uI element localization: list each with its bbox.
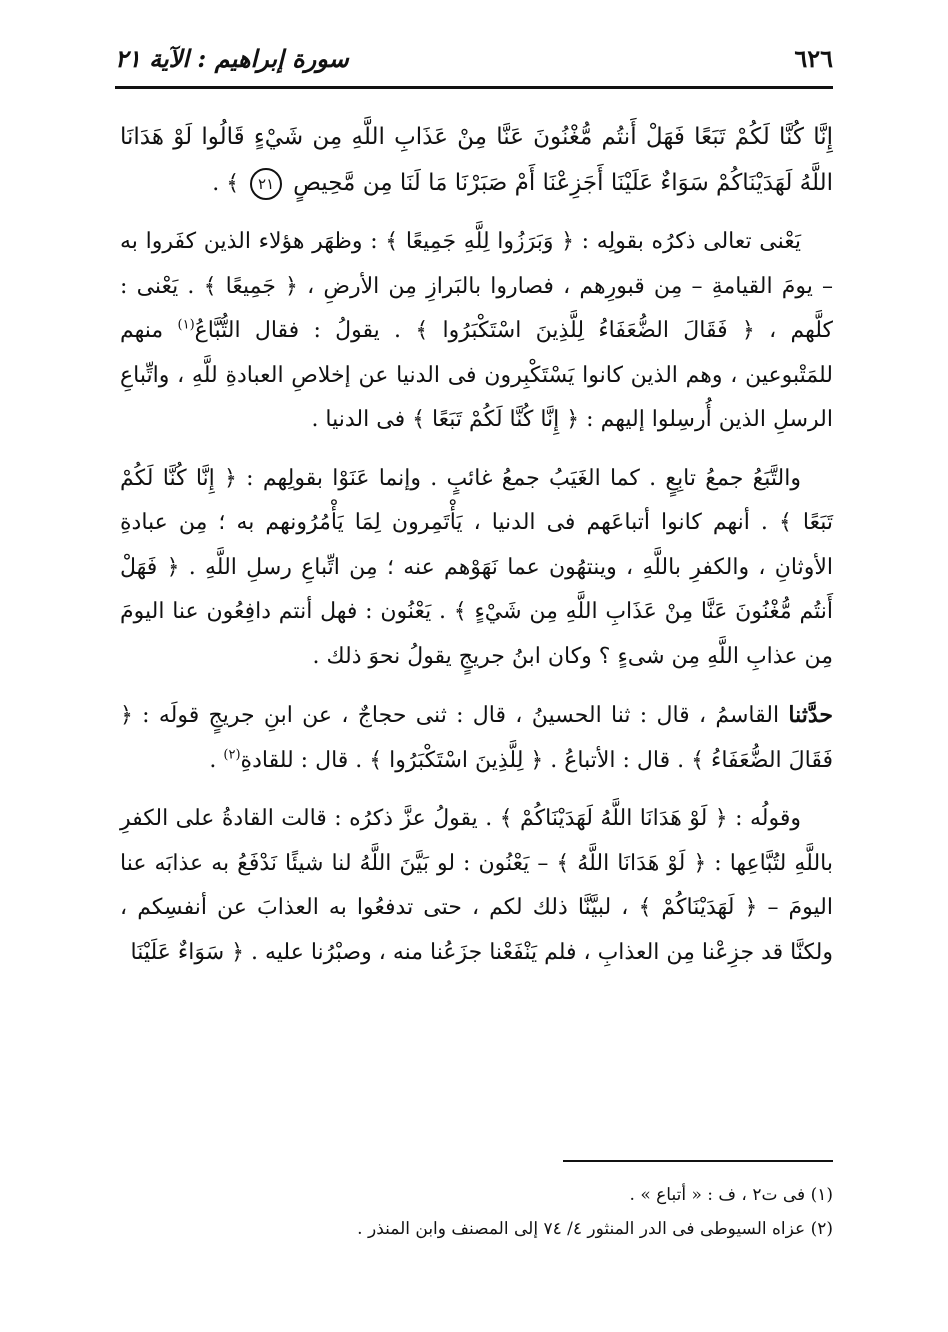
footnote-1: (١) فى ت٢ ، ف : « أتباع » . (629, 1185, 833, 1205)
paragraph-2 (120, 457, 833, 680)
hadith-lead-word: حدَّثنا (788, 702, 833, 728)
paragraph-3-text-b: . (209, 747, 224, 773)
paragraph-1-text-b: منهم للمَتْبوعين ، وهم الذين كانوا يَسْتَكْبِرون فى الدنيا عن إخلاصِ العبادةِ للَّهِ ، واتِّباعِ الرسلِ الذين أُرسِلوا إليهم : ﴿ إِنَّا كُنَّا لَكُمْ تَبَعًا ﴾ فى الدنيا . (120, 318, 834, 432)
verse-number-marker: ٢١ (250, 168, 282, 200)
header-rule (115, 86, 833, 89)
paragraph-3 (120, 693, 833, 783)
paragraph-2-text: والتَّبَعُ جمعُ تابِعٍ . كما الغَيَبُ جمعُ غائبٍ . وإنما عَنَوْا بقولِهم : ﴿ إِنَّا كُنَّا لَكُمْ تَبَعًا ﴾ . أنهم كانوا أتباعَهم فى الدنيا ، يَأْتَمِرون لِمَا يَأْمُرُونهم به ؛ مِن عبادةِ الأوثانِ ، والكفرِ باللَّهِ ، وينتهُون عما نَهَوْهم عنه ؛ مِن اتِّباعِ رسلِ اللَّهِ . ﴿ فَهَلْ أَنتُم مُّغْنُونَ عَنَّا مِنْ عَذَابِ اللَّهِ مِن شَيْءٍ ﴾ . يَعْنُون : فهل أنتم دافِعُون عنا اليومَ مِن عذابِ اللَّهِ مِن شىءٍ ؟ وكان ابنُ جريجٍ يقولُ نحوَ ذلك . (120, 465, 833, 669)
verse-text: إِنَّا كُنَّا لَكُمْ تَبَعًا فَهَلْ أَنتُم مُّغْنُونَ عَنَّا مِنْ عَذَابِ اللَّهِ مِن شَيْءٍ قَالُوا لَوْ هَدَانَا اللَّهُ لَهَدَيْنَاكُمْ سَوَاءٌ عَلَيْنَا أَجَزِعْنَا أَمْ صَبَرْنَا مَا لَنَا مِن مَّحِيصٍ (120, 124, 833, 196)
running-title: سورة إبراهيم : الآية ٢١ (115, 43, 349, 73)
quran-verse (120, 115, 833, 206)
footnotes (115, 1178, 833, 1246)
footnote-ref-2: (٢) (223, 747, 241, 763)
page-header (115, 38, 833, 78)
paragraph-4 (120, 797, 833, 975)
footnote-2: (٢) عزاه السيوطى فى الدر المنثور ٤/ ٧٤ إلى المصنف وابن المنذر . (357, 1219, 833, 1239)
paragraph-4-text: وقولُه : ﴿ لَوْ هَدَانَا اللَّهُ لَهَدَيْنَاكُمْ ﴾ . يقولُ عزَّ ذكرُه : قالت القادةُ على الكفرِ باللَّهِ لتُبَّاعِها : ﴿ لَوْ هَدَانَا اللَّهُ ﴾ – يَعْنُون : لو بَيَّنَ اللَّهُ لنا شيئًا نَدْفَعُ به عذابَه عنا اليومَ – ﴿ لَهَدَيْنَاكُمْ ﴾ ، لبيَّنَّا ذلك لكم ، حتى تدفعُوا به العذابَ عن أنفسِكم ، ولكنَّا قد جزِعْنا مِن العذابِ ، فلم يَنْفَعْنا جزَعُنا منه ، وصبْرُنا عليه . ﴿ سَوَاءٌ عَلَيْنَا (120, 806, 833, 965)
footnote-ref-1: (١) (177, 317, 195, 333)
paragraph-1 (120, 220, 833, 443)
paragraph-1-text-a: يَعْنى تعالى ذكرُه بقولِه : ﴿ وَبَرَزُوا لِلَّهِ جَمِيعًا ﴾ : وظهَر هؤلاء الذين كفَروا به – يومَ القيامةِ – مِن قبورِهم ، فصاروا بالبَرازِ مِن الأرضِ ، ﴿ جَمِيعًا ﴾ . يَعْنى : كلَّهم ، ﴿ فَقَالَ الضُّعَفَاءُ لِلَّذِينَ اسْتَكْبَرُوا ﴾ . يقولُ : فقال التُّبَّاعُ (120, 229, 834, 343)
page-number: ٦٢٦ (794, 43, 833, 73)
verse-close: ﴾ . (212, 170, 240, 196)
paragraph-3-text-a: القاسمُ ، قال : ثنا الحسينُ ، قال : ثنى حجاجٌ ، عن ابنِ جريجٍ قولَه : ﴿ فَقَالَ الضُّعَفَاءُ ﴾ . قال : الأتباعُ . ﴿ لِلَّذِينَ اسْتَكْبَرُوا ﴾ . قال : للقادةِ (120, 703, 833, 773)
body-text (120, 115, 833, 989)
footnote-rule (563, 1160, 833, 1162)
